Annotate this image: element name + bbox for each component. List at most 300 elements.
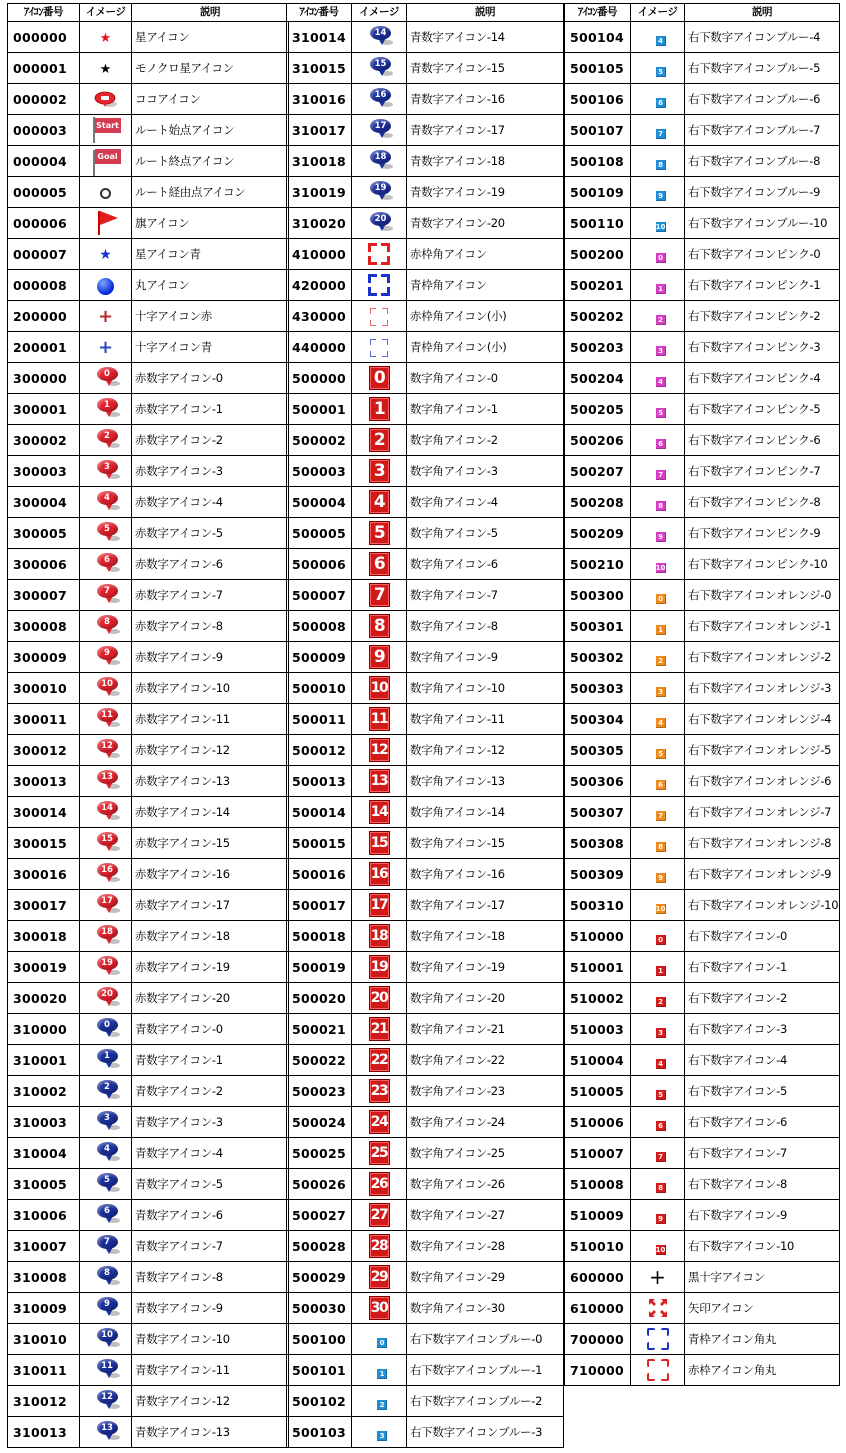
icon-row — [565, 518, 840, 549]
icon-description: 右下数字アイコンオレンジ-7 — [685, 797, 840, 828]
icon-number: 500008 — [287, 611, 352, 642]
icon-row — [8, 673, 289, 704]
icon-number: 310001 — [8, 1045, 80, 1076]
icon-number: 500207 — [565, 456, 631, 487]
icon-table-column-1 — [7, 3, 289, 1448]
icon-row — [565, 115, 840, 146]
icon-number: 500309 — [565, 859, 631, 890]
icon-row — [8, 208, 289, 239]
icon-description: 右下数字アイコンブルー-8 — [685, 146, 840, 177]
icon-description: 右下数字アイコンオレンジ-5 — [685, 735, 840, 766]
icon-row — [287, 394, 564, 425]
icon-row — [287, 1324, 564, 1355]
number-square-icon: 13 — [369, 769, 390, 793]
icon-description: 数字角アイコン-2 — [407, 425, 564, 456]
blue-number-pin-icon: 13 — [92, 1421, 120, 1443]
icon-number: 500104 — [565, 22, 631, 53]
icon-image — [80, 425, 132, 456]
number-square-icon: 17 — [369, 893, 390, 917]
icon-description: 青枠アイコン角丸 — [685, 1324, 840, 1355]
icon-description: 数字角アイコン-8 — [407, 611, 564, 642]
icon-number: 310004 — [8, 1138, 80, 1169]
icon-image — [352, 332, 407, 363]
icon-row — [565, 332, 840, 363]
icon-row — [565, 549, 840, 580]
icon-description: 右下数字アイコンブルー-0 — [407, 1324, 564, 1355]
icon-description: 赤数字アイコン-0 — [132, 363, 289, 394]
icon-description: 右下数字アイコンブルー-2 — [407, 1386, 564, 1417]
blue-number-pin-icon: 20 — [365, 212, 393, 234]
icon-description: 青数字アイコン-19 — [407, 177, 564, 208]
icon-row — [8, 518, 289, 549]
icon-row — [8, 456, 289, 487]
icon-row — [287, 797, 564, 828]
icon-number: 000008 — [8, 270, 80, 301]
icon-number: 300009 — [8, 642, 80, 673]
icon-image — [352, 301, 407, 332]
icon-image — [352, 177, 407, 208]
number-square-icon: 0 — [369, 366, 390, 390]
icon-row — [565, 859, 840, 890]
red-number-pin-icon: 13 — [92, 770, 120, 792]
icon-row — [8, 1076, 289, 1107]
icon-number: 500018 — [287, 921, 352, 952]
icon-number: 500007 — [287, 580, 352, 611]
icon-description: ルート終点アイコン — [132, 146, 289, 177]
icon-description: 赤数字アイコン-7 — [132, 580, 289, 611]
icon-number: 500013 — [287, 766, 352, 797]
icon-number: 500101 — [287, 1355, 352, 1386]
icon-number: 500305 — [565, 735, 631, 766]
icon-description: 右下数字アイコンブルー-5 — [685, 53, 840, 84]
blue-number-pin-icon: 12 — [92, 1390, 120, 1412]
icon-row — [287, 22, 564, 53]
number-square-icon: 18 — [369, 924, 390, 948]
icon-description: 青数字アイコン-11 — [132, 1355, 289, 1386]
icon-number: 310020 — [287, 208, 352, 239]
red-number-pin-icon: 8 — [92, 615, 120, 637]
icon-description: ココアイコン — [132, 84, 289, 115]
arrows-icon — [647, 1297, 669, 1319]
icon-number: 500027 — [287, 1200, 352, 1231]
icon-image — [352, 580, 407, 611]
icon-description: 数字角アイコン-10 — [407, 673, 564, 704]
icon-description: 右下数字アイコン-0 — [685, 921, 840, 952]
icon-number: 500002 — [287, 425, 352, 456]
icon-image — [631, 208, 685, 239]
icon-image — [631, 735, 685, 766]
icon-image — [80, 363, 132, 394]
icon-description: 青数字アイコン-12 — [132, 1386, 289, 1417]
icon-row — [8, 1045, 289, 1076]
icon-image — [352, 1200, 407, 1231]
icon-number: 310002 — [8, 1076, 80, 1107]
icon-description: 右下数字アイコンピンク-8 — [685, 487, 840, 518]
corner-number-icon: 6 — [656, 1121, 666, 1131]
icon-row — [8, 301, 289, 332]
icon-number: 500306 — [565, 766, 631, 797]
icon-description: 青数字アイコン-17 — [407, 115, 564, 146]
icon-number: 500029 — [287, 1262, 352, 1293]
icon-description: 数字角アイコン-14 — [407, 797, 564, 828]
icon-description: 青数字アイコン-6 — [132, 1200, 289, 1231]
icon-row — [8, 704, 289, 735]
corner-number-icon: 5 — [656, 749, 666, 759]
icon-number: 300006 — [8, 549, 80, 580]
icon-number: 600000 — [565, 1262, 631, 1293]
icon-image — [631, 673, 685, 704]
icon-row — [565, 301, 840, 332]
icon-image — [80, 177, 132, 208]
star-icon: ★ — [99, 61, 112, 77]
here-pin-icon — [93, 91, 119, 109]
icon-description: 赤数字アイコン-6 — [132, 549, 289, 580]
icon-row — [287, 1138, 564, 1169]
icon-row — [8, 53, 289, 84]
blue-number-pin-icon: 16 — [365, 88, 393, 110]
number-square-icon: 6 — [369, 552, 390, 576]
icon-description: 数字角アイコン-22 — [407, 1045, 564, 1076]
icon-number: 500308 — [565, 828, 631, 859]
icon-row — [565, 704, 840, 735]
icon-number: 500106 — [565, 84, 631, 115]
icon-image — [80, 1293, 132, 1324]
corner-number-icon: 7 — [656, 129, 666, 139]
icon-number: 500209 — [565, 518, 631, 549]
red-number-pin-icon: 14 — [92, 801, 120, 823]
corner-bracket-icon — [368, 274, 390, 296]
icon-number: 610000 — [565, 1293, 631, 1324]
icon-number: 500302 — [565, 642, 631, 673]
icon-number: 500010 — [287, 673, 352, 704]
circle-icon — [97, 278, 114, 295]
icon-row — [287, 1076, 564, 1107]
icon-number: 500017 — [287, 890, 352, 921]
red-number-pin-icon: 6 — [92, 553, 120, 575]
icon-image — [352, 394, 407, 425]
icon-number: 310005 — [8, 1169, 80, 1200]
icon-number: 310011 — [8, 1355, 80, 1386]
number-square-icon: 19 — [369, 955, 390, 979]
icon-description: 青数字アイコン-9 — [132, 1293, 289, 1324]
icon-number: 000003 — [8, 115, 80, 146]
icon-number: 300003 — [8, 456, 80, 487]
icon-row — [8, 1169, 289, 1200]
icon-description: 右下数字アイコン-2 — [685, 983, 840, 1014]
icon-image — [80, 146, 132, 177]
icon-image — [631, 704, 685, 735]
icon-image — [631, 394, 685, 425]
icon-image — [352, 518, 407, 549]
red-number-pin-icon: 18 — [92, 925, 120, 947]
icon-image — [631, 1076, 685, 1107]
icon-row — [287, 1014, 564, 1045]
corner-number-icon: 2 — [377, 1400, 387, 1410]
icon-number: 510001 — [565, 952, 631, 983]
icon-row — [287, 1200, 564, 1231]
icon-number: 500023 — [287, 1076, 352, 1107]
icon-row — [8, 1231, 289, 1262]
icon-description: 右下数字アイコンオレンジ-4 — [685, 704, 840, 735]
red-number-pin-icon: 15 — [92, 832, 120, 854]
icon-image — [352, 735, 407, 766]
icon-row — [8, 766, 289, 797]
icon-row — [287, 766, 564, 797]
icon-number: 200000 — [8, 301, 80, 332]
icon-description: 右下数字アイコンオレンジ-0 — [685, 580, 840, 611]
icon-image — [631, 549, 685, 580]
rounded-bracket-icon — [647, 1328, 669, 1350]
blue-number-pin-icon: 6 — [92, 1204, 120, 1226]
icon-description: 赤数字アイコン-13 — [132, 766, 289, 797]
icon-image — [80, 704, 132, 735]
icon-row — [287, 270, 564, 301]
icon-number: 510007 — [565, 1138, 631, 1169]
icon-description: 数字角アイコン-24 — [407, 1107, 564, 1138]
blue-number-pin-icon: 1 — [92, 1049, 120, 1071]
icon-description: 数字角アイコン-21 — [407, 1014, 564, 1045]
header-icon-number: ｱｲｺﾝ番号 — [565, 4, 631, 22]
icon-image — [80, 239, 132, 270]
icon-image — [631, 239, 685, 270]
icon-description: 赤数字アイコン-4 — [132, 487, 289, 518]
icon-number: 500200 — [565, 239, 631, 270]
icon-description: 赤数字アイコン-9 — [132, 642, 289, 673]
icon-description: 数字角アイコン-12 — [407, 735, 564, 766]
icon-row — [565, 952, 840, 983]
icon-number: 500019 — [287, 952, 352, 983]
icon-image — [352, 952, 407, 983]
icon-description: 赤数字アイコン-19 — [132, 952, 289, 983]
blue-number-pin-icon: 2 — [92, 1080, 120, 1102]
icon-image — [631, 22, 685, 53]
icon-row — [8, 425, 289, 456]
icon-row — [8, 239, 289, 270]
icon-row — [287, 890, 564, 921]
icon-image — [631, 332, 685, 363]
header-image: イメージ — [352, 4, 407, 22]
icon-image — [80, 890, 132, 921]
icon-row — [565, 611, 840, 642]
icon-row — [287, 828, 564, 859]
red-number-pin-icon: 10 — [92, 677, 120, 699]
icon-row — [8, 270, 289, 301]
icon-image — [80, 1355, 132, 1386]
icon-image — [80, 1014, 132, 1045]
icon-number: 430000 — [287, 301, 352, 332]
icon-row — [565, 1169, 840, 1200]
icon-image — [80, 1231, 132, 1262]
icon-description: 右下数字アイコン-4 — [685, 1045, 840, 1076]
corner-number-icon: 5 — [656, 408, 666, 418]
icon-row — [8, 611, 289, 642]
icon-row — [8, 1262, 289, 1293]
icon-image — [80, 1262, 132, 1293]
icon-number: 310015 — [287, 53, 352, 84]
icon-number: 410000 — [287, 239, 352, 270]
route-start-flag-icon: Start — [91, 117, 121, 143]
icon-row — [8, 921, 289, 952]
icon-image — [352, 549, 407, 580]
icon-row — [565, 735, 840, 766]
icon-description: 赤枠アイコン角丸 — [685, 1355, 840, 1386]
icon-number: 500030 — [287, 1293, 352, 1324]
icon-image — [631, 518, 685, 549]
icon-row — [8, 797, 289, 828]
icon-image — [352, 456, 407, 487]
icon-description: 星アイコン青 — [132, 239, 289, 270]
icon-image — [352, 53, 407, 84]
icon-image — [631, 456, 685, 487]
number-square-icon: 16 — [369, 862, 390, 886]
corner-number-icon: 6 — [656, 98, 666, 108]
number-square-icon: 3 — [369, 459, 390, 483]
icon-row — [8, 1014, 289, 1045]
icon-image — [631, 766, 685, 797]
icon-number: 500016 — [287, 859, 352, 890]
blue-number-pin-icon: 4 — [92, 1142, 120, 1164]
icon-number: 300018 — [8, 921, 80, 952]
header-icon-number: ｱｲｺﾝ番号 — [287, 4, 352, 22]
icon-image — [352, 363, 407, 394]
icon-description: 数字角アイコン-29 — [407, 1262, 564, 1293]
icon-image — [631, 828, 685, 859]
icon-number: 300000 — [8, 363, 80, 394]
icon-row — [8, 1138, 289, 1169]
icon-number: 300016 — [8, 859, 80, 890]
icon-row — [287, 952, 564, 983]
icon-description: 右下数字アイコン-9 — [685, 1200, 840, 1231]
icon-image — [352, 1417, 407, 1448]
corner-number-icon: 9 — [656, 191, 666, 201]
icon-number: 500003 — [287, 456, 352, 487]
icon-image — [80, 1386, 132, 1417]
icon-row — [8, 1386, 289, 1417]
icon-row — [565, 828, 840, 859]
icon-number: 310008 — [8, 1262, 80, 1293]
blue-number-pin-icon: 15 — [365, 57, 393, 79]
header-icon-number: ｱｲｺﾝ番号 — [8, 4, 80, 22]
icon-row — [565, 208, 840, 239]
icon-row — [8, 177, 289, 208]
icon-number: 310017 — [287, 115, 352, 146]
icon-row — [565, 1355, 840, 1386]
icon-image — [80, 797, 132, 828]
icon-number: 500307 — [565, 797, 631, 828]
icon-row — [287, 704, 564, 735]
icon-description: 右下数字アイコンピンク-3 — [685, 332, 840, 363]
icon-image — [352, 859, 407, 890]
icon-number: 000000 — [8, 22, 80, 53]
icon-number: 500205 — [565, 394, 631, 425]
header-description: 説明 — [132, 4, 289, 22]
icon-description: 右下数字アイコンオレンジ-10 — [685, 890, 840, 921]
icon-image — [631, 1324, 685, 1355]
corner-number-icon: 3 — [656, 1028, 666, 1038]
icon-row — [287, 735, 564, 766]
icon-image — [631, 890, 685, 921]
icon-image — [631, 611, 685, 642]
number-square-icon: 30 — [369, 1296, 390, 1320]
icon-description: 赤数字アイコン-2 — [132, 425, 289, 456]
icon-image — [352, 1293, 407, 1324]
icon-image — [352, 704, 407, 735]
icon-image — [80, 518, 132, 549]
icon-image — [80, 921, 132, 952]
icon-image — [80, 22, 132, 53]
icon-image — [80, 580, 132, 611]
icon-row — [287, 673, 564, 704]
icon-image — [631, 797, 685, 828]
icon-description: 右下数字アイコンピンク-10 — [685, 549, 840, 580]
icon-image — [352, 673, 407, 704]
icon-number: 500108 — [565, 146, 631, 177]
icon-image — [80, 84, 132, 115]
number-square-icon: 25 — [369, 1141, 390, 1165]
icon-row — [287, 208, 564, 239]
icon-image — [80, 1076, 132, 1107]
icon-image — [352, 270, 407, 301]
icon-row — [287, 859, 564, 890]
icon-image — [631, 1169, 685, 1200]
icon-row — [565, 580, 840, 611]
icon-image — [80, 642, 132, 673]
number-square-icon: 23 — [369, 1079, 390, 1103]
icon-row — [565, 1014, 840, 1045]
red-number-pin-icon: 20 — [92, 987, 120, 1009]
corner-number-icon: 8 — [656, 501, 666, 511]
icon-description: 赤枠角アイコン — [407, 239, 564, 270]
icon-description: 右下数字アイコンピンク-2 — [685, 301, 840, 332]
icon-table-column-3 — [564, 3, 840, 1386]
corner-number-icon: 9 — [656, 532, 666, 542]
cross-icon: + — [97, 305, 114, 327]
icon-image — [80, 549, 132, 580]
icon-number: 510004 — [565, 1045, 631, 1076]
icon-description: 赤数字アイコン-15 — [132, 828, 289, 859]
icon-number: 300019 — [8, 952, 80, 983]
icon-row — [287, 363, 564, 394]
icon-image — [352, 146, 407, 177]
icon-image — [80, 487, 132, 518]
icon-image — [352, 921, 407, 952]
icon-image — [352, 642, 407, 673]
icon-image — [80, 1169, 132, 1200]
icon-description: 右下数字アイコンブルー-3 — [407, 1417, 564, 1448]
icon-number: 500012 — [287, 735, 352, 766]
red-number-pin-icon: 11 — [92, 708, 120, 730]
icon-row — [565, 177, 840, 208]
icon-image — [80, 673, 132, 704]
icon-description: ルート始点アイコン — [132, 115, 289, 146]
corner-number-icon: 10 — [655, 1246, 666, 1254]
icon-description: 青数字アイコン-20 — [407, 208, 564, 239]
icon-image — [631, 53, 685, 84]
icon-description: 右下数字アイコンピンク-1 — [685, 270, 840, 301]
icon-description: 数字角アイコン-3 — [407, 456, 564, 487]
icon-image — [352, 208, 407, 239]
icon-row — [565, 22, 840, 53]
icon-row — [8, 1417, 289, 1448]
icon-image — [352, 22, 407, 53]
icon-description: 青数字アイコン-15 — [407, 53, 564, 84]
icon-image — [352, 1231, 407, 1262]
icon-number: 500102 — [287, 1386, 352, 1417]
icon-number: 700000 — [565, 1324, 631, 1355]
icon-description: 青数字アイコン-0 — [132, 1014, 289, 1045]
icon-description: 数字角アイコン-5 — [407, 518, 564, 549]
icon-description: 十字アイコン赤 — [132, 301, 289, 332]
